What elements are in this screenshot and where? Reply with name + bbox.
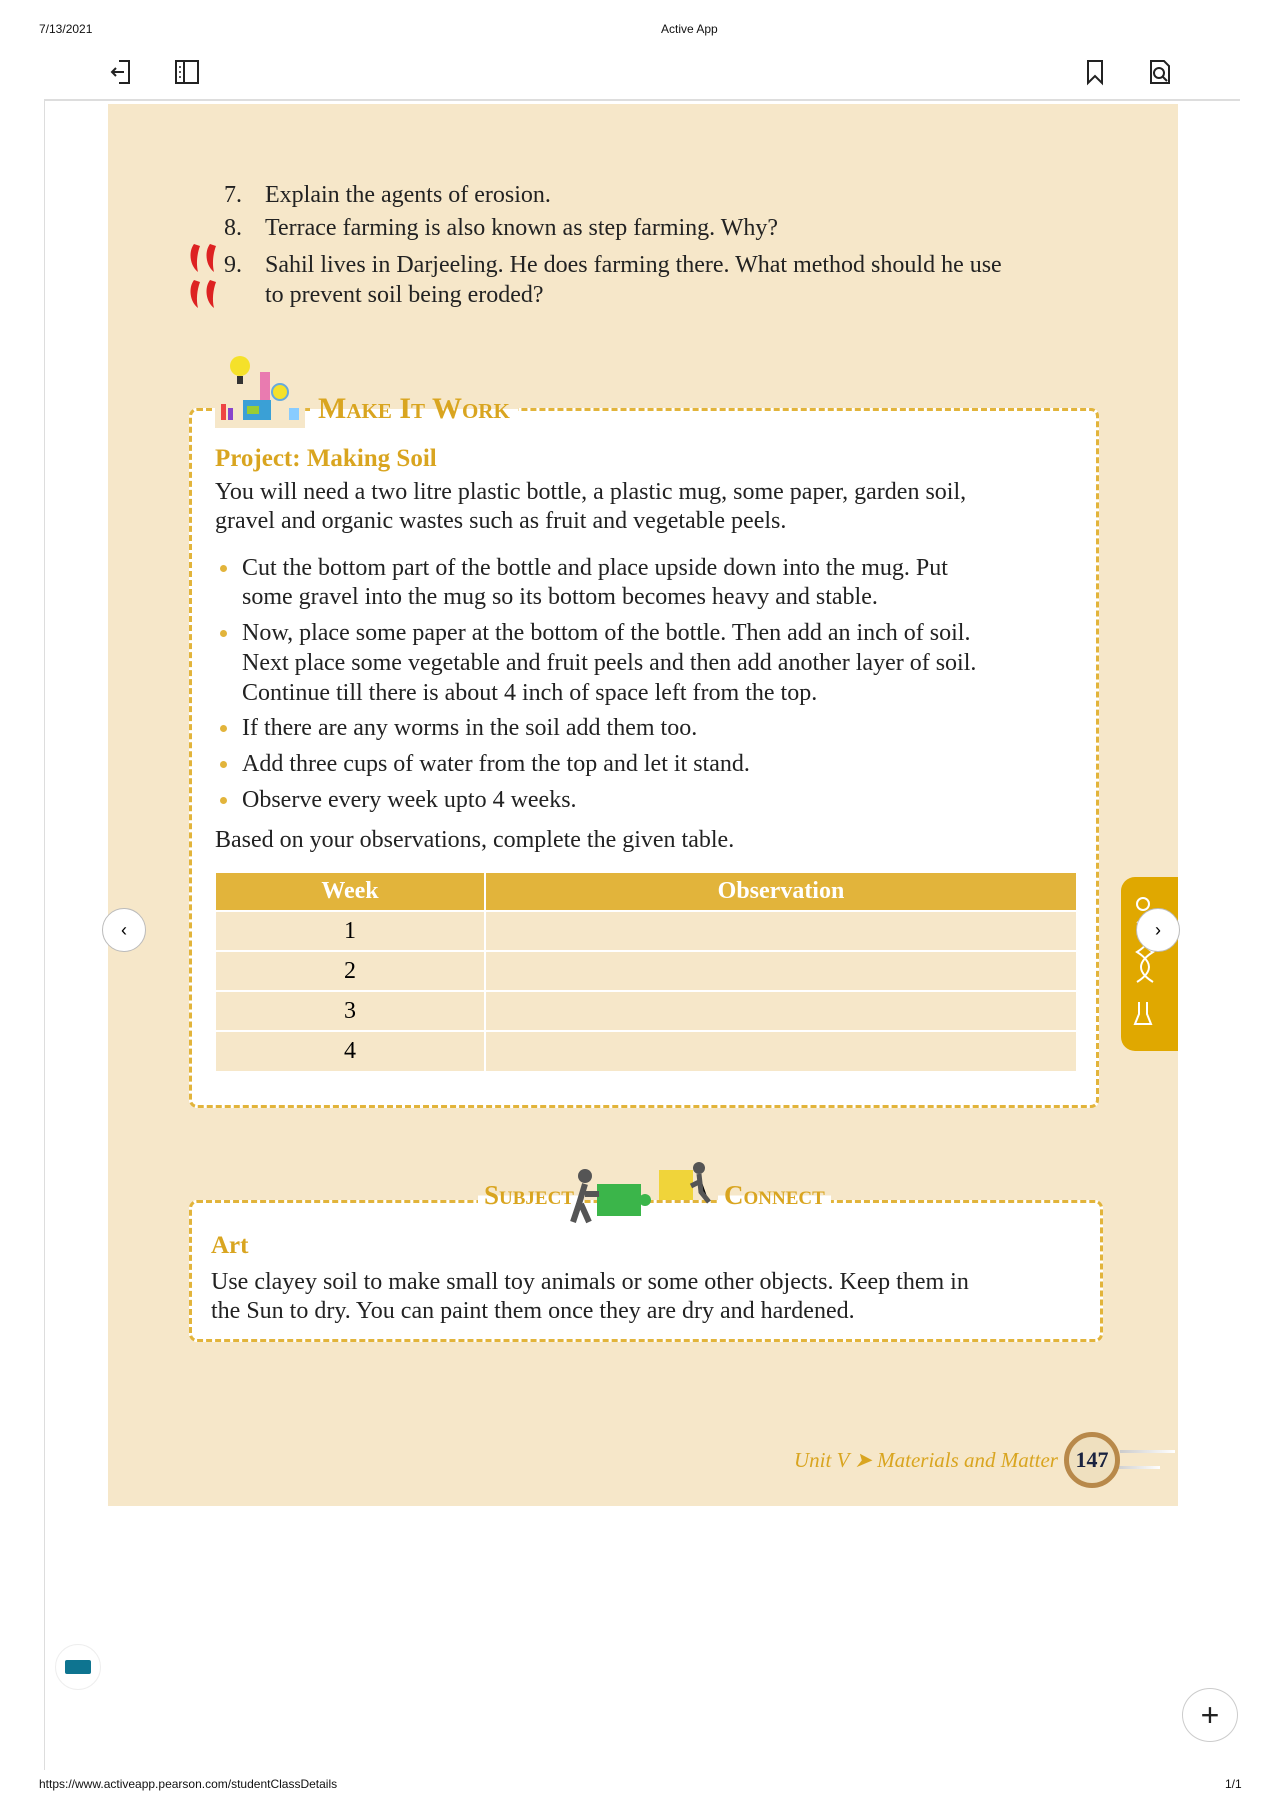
question-9-number: 9.	[224, 252, 242, 278]
observation-cell	[485, 951, 1076, 991]
left-border	[44, 100, 45, 1770]
exit-icon[interactable]	[109, 58, 137, 86]
question-9-text-line1: Sahil lives in Darjeeling. He does farming there. What method should he use	[265, 252, 1002, 278]
bullet-dot	[220, 725, 227, 732]
bullet-1-line1: Cut the bottom part of the bottle and place upside down into the mug. Put	[242, 555, 948, 581]
next-page-button[interactable]	[1136, 908, 1180, 952]
question-7-text: Explain the agents of erosion.	[265, 182, 551, 208]
week-cell: 4	[216, 1031, 485, 1071]
zoom-in-button-wrap[interactable]	[1182, 1688, 1240, 1742]
page-number-badge	[1064, 1432, 1120, 1488]
bullet-dot	[220, 565, 227, 572]
table-row	[216, 991, 1076, 1031]
subject-heading: Subject	[484, 1180, 574, 1210]
week-cell: 2	[216, 951, 485, 991]
observation-table	[216, 873, 1076, 1071]
bullet-dot	[220, 761, 227, 768]
subject-title: Art	[211, 1232, 249, 1259]
table-row	[216, 911, 1076, 951]
panel-icon	[65, 1660, 91, 1674]
observation-cell	[485, 1031, 1076, 1071]
plus-icon: +	[1200, 1696, 1220, 1733]
print-date: 7/13/2021	[39, 22, 93, 36]
chapter-side-tab[interactable]	[1121, 877, 1178, 1051]
previous-page-button[interactable]	[102, 908, 146, 952]
subject-text-line2: the Sun to dry. You can paint them once they are dry and hardened.	[211, 1298, 855, 1324]
question-7-number: 7.	[224, 182, 242, 208]
subject-text-line1: Use clayey soil to make small toy animals or some other objects. Keep them in	[211, 1269, 969, 1295]
bullet-5: Observe every week upto 4 weeks.	[242, 787, 577, 813]
table-row	[216, 1031, 1076, 1071]
bullet-2-line1: Now, place some paper at the bottom of the bottle. Then add an inch of soil.	[242, 620, 971, 646]
print-title: Active App	[661, 22, 718, 36]
lab-equipment-icon	[215, 352, 305, 428]
speed-line	[1115, 1466, 1160, 1469]
search-page-icon[interactable]	[1146, 58, 1174, 86]
observation-cell	[485, 991, 1076, 1031]
question-9-text-line2: to prevent soil being eroded?	[265, 282, 544, 308]
table-row	[216, 951, 1076, 991]
make-it-work-heading: Make It Work	[318, 392, 510, 425]
speed-line	[1120, 1450, 1175, 1453]
bullet-4: Add three cups of water from the top and let it stand.	[242, 751, 750, 777]
print-page-count: 1/1	[1225, 1777, 1242, 1791]
connect-heading: Connect	[724, 1180, 825, 1210]
chevron-right-icon: ›	[1155, 919, 1161, 940]
intro-line-1: You will need a two litre plastic bottle, a plastic mug, some paper, garden soil,	[215, 479, 967, 505]
week-cell: 3	[216, 991, 485, 1031]
unit-breadcrumb: Unit V ➤ Materials and Matter	[794, 1448, 1058, 1472]
toggle-panel-button[interactable]	[55, 1644, 101, 1690]
observation-cell	[485, 911, 1076, 951]
bullet-dot	[220, 630, 227, 637]
header-week: Week	[216, 873, 485, 911]
toolbar-divider	[44, 99, 1240, 101]
bullet-2-line2: Next place some vegetable and fruit peels and then add another layer of soil.	[242, 650, 977, 676]
table-intro: Based on your observations, complete the given table.	[215, 827, 735, 853]
question-8-text: Terrace farming is also known as step farming. Why?	[265, 215, 779, 241]
question-8-number: 8.	[224, 215, 242, 241]
project-title: Project: Making Soil	[215, 445, 437, 472]
bullet-dot	[220, 797, 227, 804]
chevron-left-icon: ‹	[121, 919, 127, 940]
puzzle-people-icon	[567, 1160, 717, 1226]
bookmark-icon[interactable]	[1081, 58, 1109, 86]
sidebar-toggle-icon[interactable]	[173, 58, 201, 86]
zoom-in-button[interactable]	[1182, 1688, 1238, 1742]
week-cell: 1	[216, 911, 485, 951]
bullet-3: If there are any worms in the soil add them too.	[242, 715, 698, 741]
page-number: 147	[1075, 1447, 1109, 1472]
bullet-1-line2: some gravel into the mug so its bottom becomes heavy and stable.	[242, 584, 878, 610]
intro-line-2: gravel and organic wastes such as fruit and vegetable peels.	[215, 508, 787, 534]
bullet-2-line3: Continue till there is about 4 inch of space left from the top.	[242, 680, 818, 706]
header-observation: Observation	[485, 873, 1076, 911]
browser-url: https://www.activeapp.pearson.com/studentClassDetails	[39, 1777, 338, 1791]
chili-difficulty-icon	[186, 240, 226, 317]
